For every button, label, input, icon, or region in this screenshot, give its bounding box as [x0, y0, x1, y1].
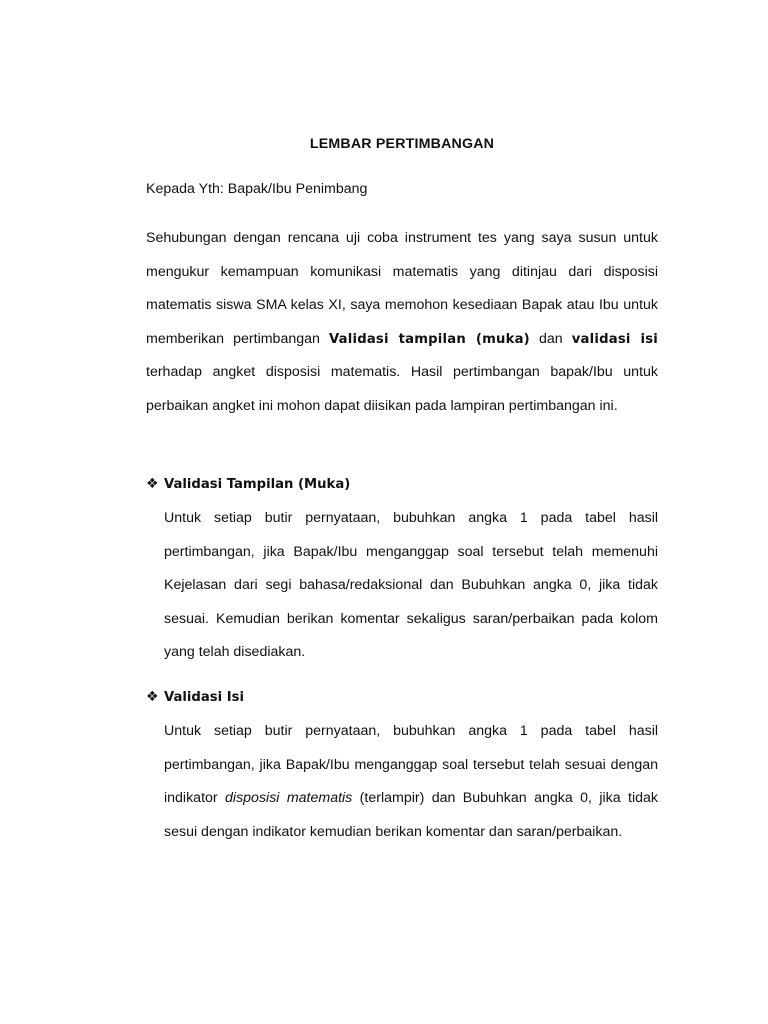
intro-paragraph	[146, 222, 658, 423]
section-heading-isi	[146, 689, 244, 705]
isi-text-2: (terlampir) dan Bubuhkan angka 0, jika tidak sesui dengan indikator kemudian berikan komentar dan saran/perbaikan.	[164, 790, 658, 840]
section-heading-label: Validasi Tampilan (Muka)	[164, 476, 351, 492]
diamond-bullet-icon: ❖	[146, 476, 159, 492]
section-heading-tampilan	[146, 476, 350, 492]
section-heading-label: Validasi Isi	[164, 689, 245, 705]
intro-text-1: Sehubungan dengan rencana uji coba instrument tes yang saya susun untuk mengukur kemampuan komunikasi matematis yang ditinjau dari disposisi matematis siswa SMA kelas XI, saya memohon kesediaan Bapak atau Ibu untuk memberikan pertimbangan	[146, 230, 658, 347]
section-text-tampilan: Untuk setiap butir pernyataan, bubuhkan angka 1 pada tabel hasil pertimbangan, jika Bapak/Ibu menganggap soal tersebut telah memenuhi Kejelasan dari segi bahasa/redaksional dan Bubuhkan angka 0, jika tidak sesuai. Kemudian berikan komentar sekaligus saran/perbaikan pada kolom yang telah disediakan.	[164, 510, 658, 660]
isi-italic-disposisi: disposisi matematis	[225, 790, 353, 806]
isi-text-1: Untuk setiap butir pernyataan, bubuhkan angka 1 pada tabel hasil pertimbangan, jika Bapak/Ibu menganggap soal tersebut telah sesuai dengan indikator	[164, 723, 658, 806]
intro-bold-validasi-isi: validasi isi	[571, 331, 659, 347]
section-text-isi	[164, 715, 658, 849]
intro-bold-validasi-tampilan: Validasi tampilan (muka)	[328, 331, 530, 347]
salutation: Kepada Yth: Bapak/Ibu Penimbang	[146, 181, 368, 197]
document-title: LEMBAR PERTIMBANGAN	[309, 136, 495, 152]
intro-text-3: terhadap angket disposisi matematis. Hasil pertimbangan bapak/Ibu untuk perbaikan angket ini mohon dapat diisikan pada lampiran pertimbangan ini.	[146, 364, 658, 414]
intro-text-2: dan	[529, 330, 572, 347]
diamond-bullet-icon: ❖	[146, 689, 159, 705]
